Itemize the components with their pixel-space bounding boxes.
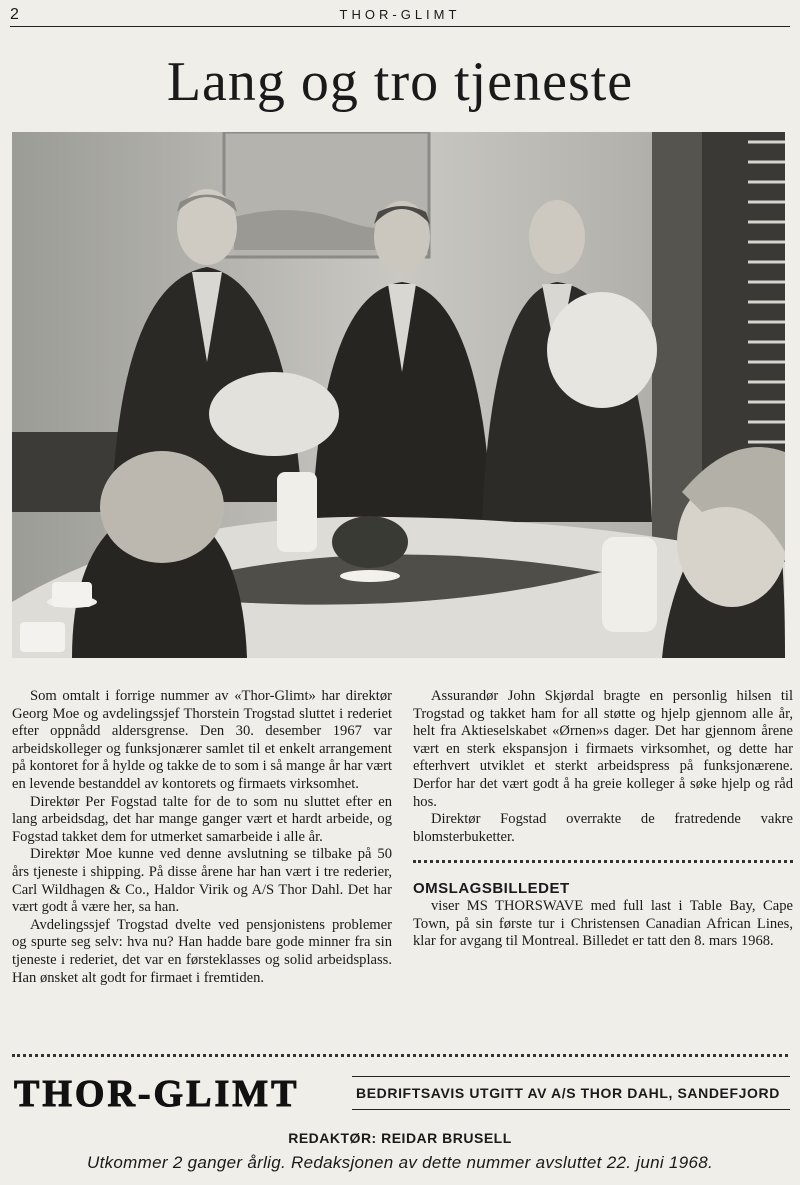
article-paragraph: Direktør Moe kunne ved denne avslutning se tilbake på 50 års tjeneste i shipping. På disse årene har han vært i tre rederier, Carl Wildhagen & Co., Haldor Virik og A/S Thor Dahl. Det har vært godt å være her, sa han. [12, 846, 392, 916]
masthead-subtitle: BEDRIFTSAVIS UTGITT AV A/S THOR DAHL, SANDEFJORD [356, 1085, 780, 1101]
footer-divider [12, 1054, 788, 1057]
article-paragraph: Direktør Per Fogstad talte for de to som nu sluttet efter en lang arbeidsdag, det har mange ganger vært et hardt arbeide, og Fogstad takket dem for utmerket samarbeide i alle år. [12, 793, 392, 845]
running-header [10, 4, 790, 27]
cover-photo-caption: viser MS THORSWAVE med full last i Table Bay, Cape Town, på sin første tur i Christensen Canadian African Lines, klar for avgang til Montreal. Billedet er tatt den 8. mars 1968. [413, 897, 793, 950]
issue-note: Utkommer 2 ganger årlig. Redaksjonen av dette nummer avsluttet 22. juni 1968. [87, 1153, 713, 1172]
cover-photo-heading: OMSLAGSBILLEDET [413, 880, 570, 898]
masthead-logo: THOR-GLIMT [14, 1073, 300, 1115]
article-paragraph: Assurandør John Skjørdal bragte en personlig hilsen til Trogstad og takket ham for all støtte og hjelp gjennom alle år, helt fra Aktieselskabet «Ørnen»s dager. Det har gjennom årene vært en sterk ekspansjon i firmaets virksomhet, og dette har efterhvert utviklet et sterkt arbeidspress på funksjonærene. Derfor har det vært godt å ha greie kolleger å søke hjelp og råd hos. [413, 688, 793, 810]
running-head-title: THOR-GLIMT [339, 7, 461, 22]
article-paragraph: Direktør Fogstad overrakte de fratredende vakre blomsterbuketter. [413, 811, 793, 845]
article-paragraph: Som omtalt i forrige nummer av «Thor-Glimt» har direktør Georg Moe og avdelingssjef Thorstein Trogstad sluttet i rederiet efter oppnådd aldersgrense. Den 30. desember 1967 var arbeidskolleger og funksjonærer samlet til et enkelt arrangement på kontoret for å hylde og takke de to som i så mange år har vært en levende bestanddel av kontorets og firmaets virksomhet. [12, 688, 392, 792]
masthead-subtitle-box [352, 1076, 790, 1110]
article-column-left [12, 688, 392, 987]
section-divider [413, 860, 793, 866]
page-number: 2 [10, 6, 19, 23]
editor-line: REDAKTØR: REIDAR BRUSELL [288, 1130, 512, 1146]
article-photo [12, 132, 785, 658]
article-column-right [413, 688, 793, 951]
article-paragraph: Avdelingssjef Trogstad dvelte ved pensjonistens problemer og spurte seg selv: hva nu? Han hadde bare gode minner fra sin tjeneste i rederiet, det var en førsteklasses og solid arbeidsplass. Han ønsket alt godt for firmaet i fremtiden. [12, 916, 392, 986]
article-title: Lang og tro tjeneste [166, 51, 634, 113]
